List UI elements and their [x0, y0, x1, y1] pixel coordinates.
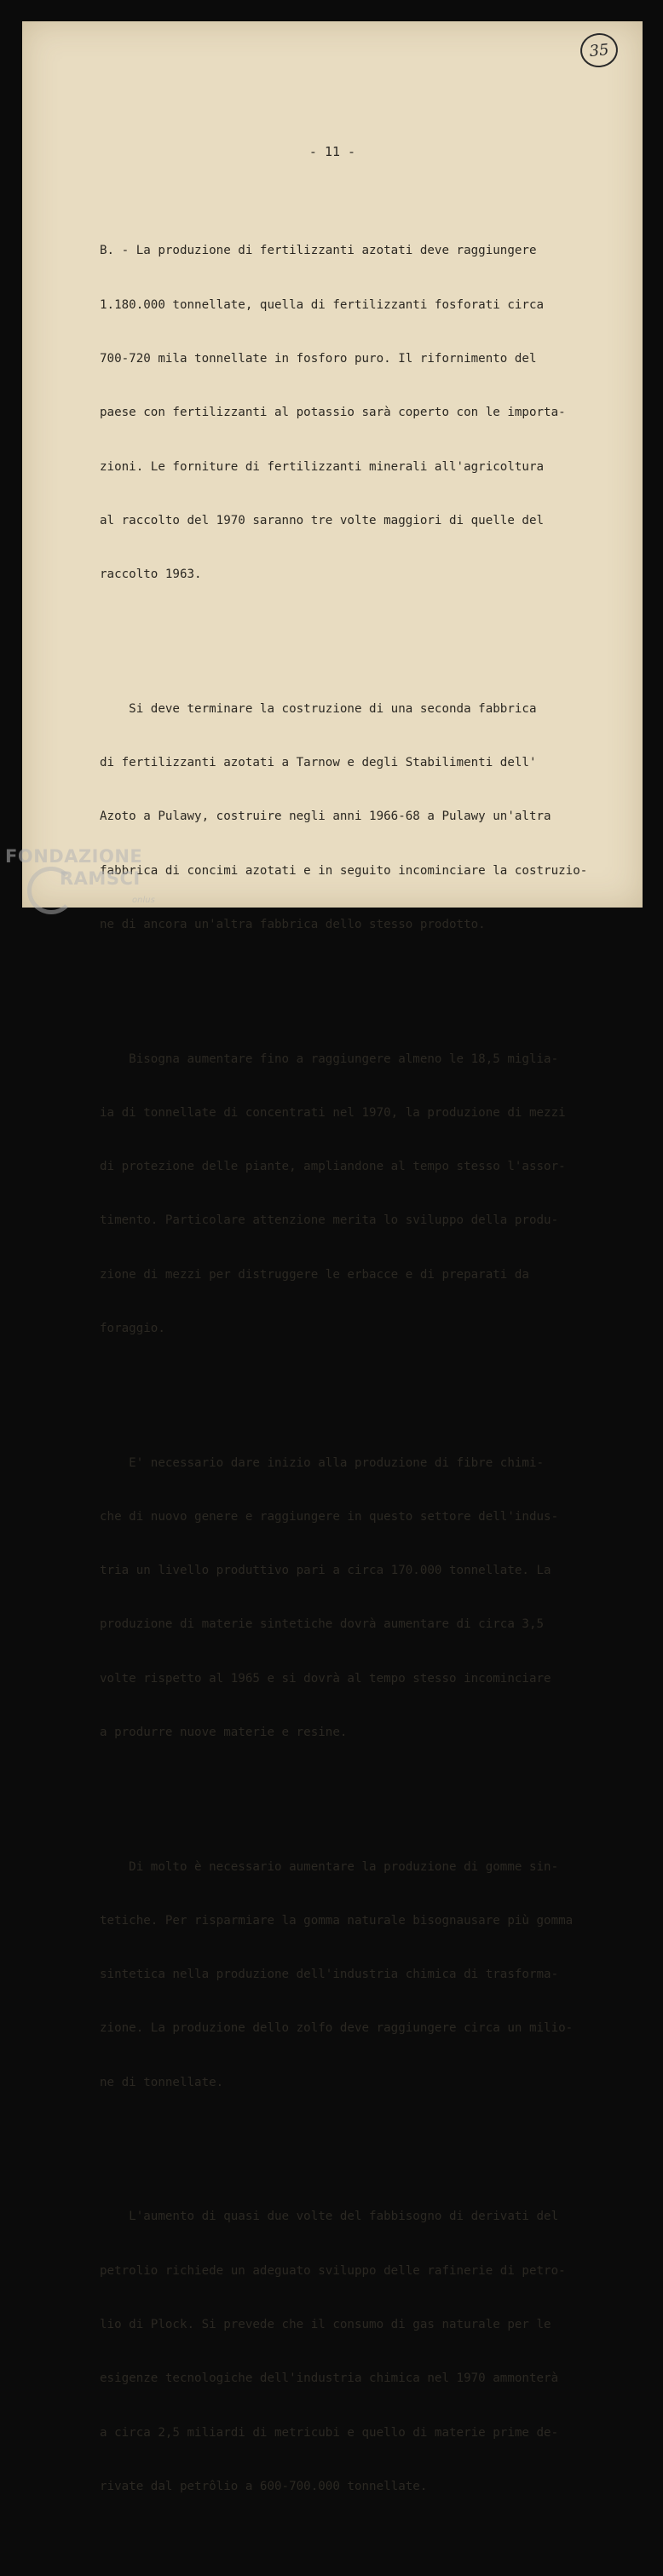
text-line: ne di tonnellate. — [100, 2075, 224, 2089]
watermark-line-2: RAMSCI — [60, 868, 141, 889]
watermark-line-1: FONDAZIONE — [5, 846, 143, 867]
text-line: di protezione delle piante, ampliandone al tempo stesso l'assor- — [100, 1160, 566, 1174]
paragraph — [100, 206, 628, 620]
text-line: E' necessario dare inizio alla produzione di fibre chimi- — [100, 1455, 545, 1470]
text-line: che di nuovo genere e raggiungere in questo settore dell'indus- — [100, 1509, 559, 1524]
text-line: ia di tonnellate di concentrati nel 1970, la produzione di mezzi — [100, 1105, 566, 1120]
paragraph — [100, 665, 628, 971]
text-line: lio di Plock. Si prevede che il consumo di gas naturale per le — [100, 2317, 551, 2331]
document-page — [22, 21, 643, 2493]
text-line: Di molto è necessario aumentare la produzione di gomme sin- — [100, 1859, 559, 1874]
fondazione-gramsci-watermark — [0, 846, 170, 914]
text-line: a produrre nuove materie e resine. — [100, 1725, 348, 1739]
text-line: Azoto a Pulawy, costruire negli anni 1966-68 a Pulawy un'altra — [100, 810, 551, 824]
text-line: paese con fertilizzanti al potassio sarà coperto con le importa- — [100, 406, 566, 420]
text-line: di fertilizzanti azotati a Tarnow e degli Stabilimenti dell' — [100, 756, 537, 769]
paragraph — [100, 1418, 628, 1778]
text-line: rivate dal petrôlio a 600-700.000 tonnellate. — [100, 2479, 428, 2493]
text-line: zioni. Le forniture di fertilizzanti minerali all'agricoltura — [100, 459, 545, 474]
text-line: timento. Particolare attenzione merita lo sviluppo della produ- — [100, 1213, 559, 1228]
text-line: volte rispetto al 1965 e si dovrà al tempo stesso incominciare — [100, 1671, 551, 1686]
text-line: al raccolto del 1970 saranno tre volte maggiori di quelle del — [100, 513, 545, 527]
text-line: 700-720 mila tonnellate in fosforo puro. Il rifornimento del — [100, 351, 537, 366]
paragraph — [100, 1822, 628, 2128]
text-line: petrolio richiede un adeguato sviluppo delle rafinerie di petro- — [100, 2263, 566, 2278]
text-line: esigenze tecnologiche dell'industria chimica nel 1970 ammonterà — [100, 2371, 559, 2386]
document-body — [100, 170, 628, 2576]
text-line: tetiche. Per risparmiare la gomma naturale bisognausare più gomma — [100, 1913, 574, 1928]
paragraph — [100, 1014, 628, 1374]
text-line: B. - La produzione di fertilizzanti azotati deve raggiungere — [100, 244, 537, 258]
text-line: produzione di materie sintetiche dovrà aumentare di circa 3,5 — [100, 1617, 545, 1632]
paragraph — [100, 2172, 628, 2532]
page-number: - 11 - — [308, 144, 356, 159]
text-line: Si deve terminare la costruzione di una seconda fabbrica — [100, 701, 537, 716]
text-line: foraggio. — [100, 1321, 165, 1335]
text-line: zione di mezzi per distruggere le erbacce e di preparati da — [100, 1267, 529, 1282]
text-line: Bisogna aumentare fino a raggiungere almeno le 18,5 miglia- — [100, 1052, 559, 1066]
text-line: a circa 2,5 miliardi di metricubi e quello di materie prime de- — [100, 2425, 559, 2440]
text-line: sintetica nella produzione dell'industria chimica di trasforma- — [100, 1968, 559, 1982]
text-line: fabbrica di concimi azotati e in seguito incominciare la costruzio- — [100, 863, 588, 878]
text-line: zione. La produzione dello zolfo deve raggiungere circa un milio- — [100, 2021, 574, 2036]
text-line: 1.180.000 tonnellate, quella di fertilizzanti fosforati circa — [100, 297, 545, 312]
archive-stamp: 35 — [579, 32, 620, 69]
text-line: ne di ancora un'altra fabbrica dello stesso prodotto. — [100, 917, 486, 931]
text-line: raccolto 1963. — [100, 568, 202, 582]
text-line: tria un livello produttivo pari a circa 170.000 tonnellate. La — [100, 1564, 551, 1578]
text-line: L'aumento di quasi due volte del fabbisogno di derivati del — [100, 2210, 559, 2224]
watermark-sub: onlus — [132, 896, 155, 905]
